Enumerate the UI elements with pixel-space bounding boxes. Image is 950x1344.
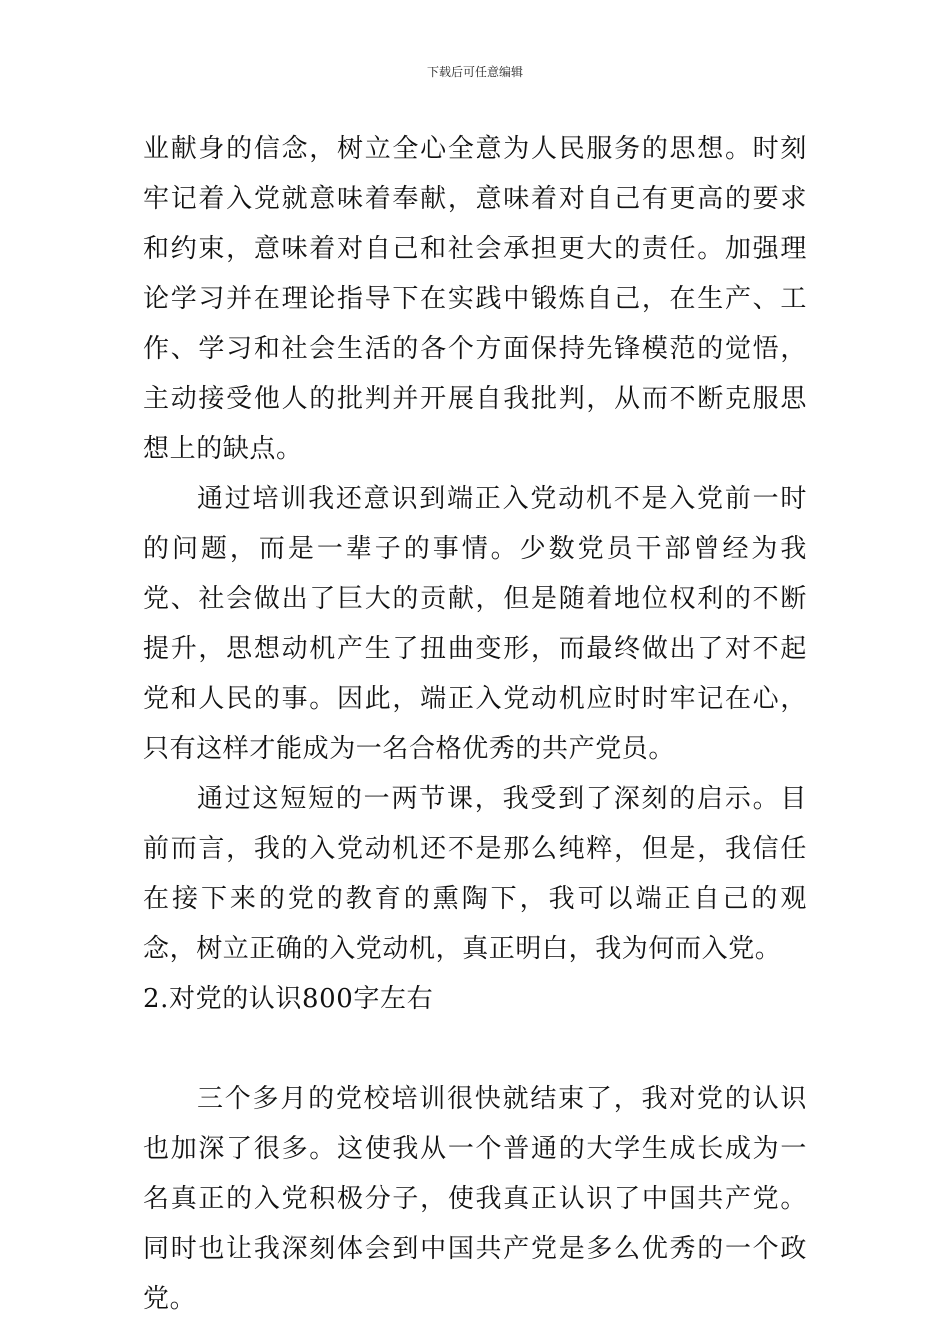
paragraph-motivation: 通过培训我还意识到端正入党动机不是入党前一时的问题，而是一辈子的事情。少数党员干部曾经为我党、社会做出了巨大的贡献，但是随着地位权利的不断提升，思想动机产生了扭曲变形，而最终做出了对不起党和人民的事。因此，端正入党动机应时时牢记在心，只有这样才能成为一名合格优秀的共产党员。 — [143, 484, 807, 764]
section-heading: 2.对党的认识800字左右 — [143, 984, 434, 1014]
paragraph-inspiration: 通过这短短的一两节课，我受到了深刻的启示。目前而言，我的入党动机还不是那么纯粹，但是，我信任在接下来的党的教育的熏陶下，我可以端正自己的观念，树立正确的入党动机，真正明白，我为何而入党。 — [143, 784, 807, 964]
page-header-note: 下载后可任意编辑 — [426, 65, 523, 79]
document-body — [143, 124, 807, 1324]
paragraph-party-understanding: 三个多月的党校培训很快就结束了，我对党的认识也加深了很多。这使我从一个普通的大学生成长成为一名真正的入党积极分子，使我真正认识了中国共产党。同时也让我深刻体会到中国共产党是多么优秀的一个政党。 — [143, 1084, 807, 1314]
section-spacer — [143, 1024, 807, 1074]
paragraph-continued: 业献身的信念，树立全心全意为人民服务的思想。时刻牢记着入党就意味着奉献，意味着对自己有更高的要求和约束，意味着对自己和社会承担更大的责任。加强理论学习并在理论指导下在实践中锻炼自己，在生产、工作、学习和社会生活的各个方面保持先锋模范的觉悟，主动接受他人的批判并开展自我批判，从而不断克服思想上的缺点。 — [143, 134, 807, 464]
